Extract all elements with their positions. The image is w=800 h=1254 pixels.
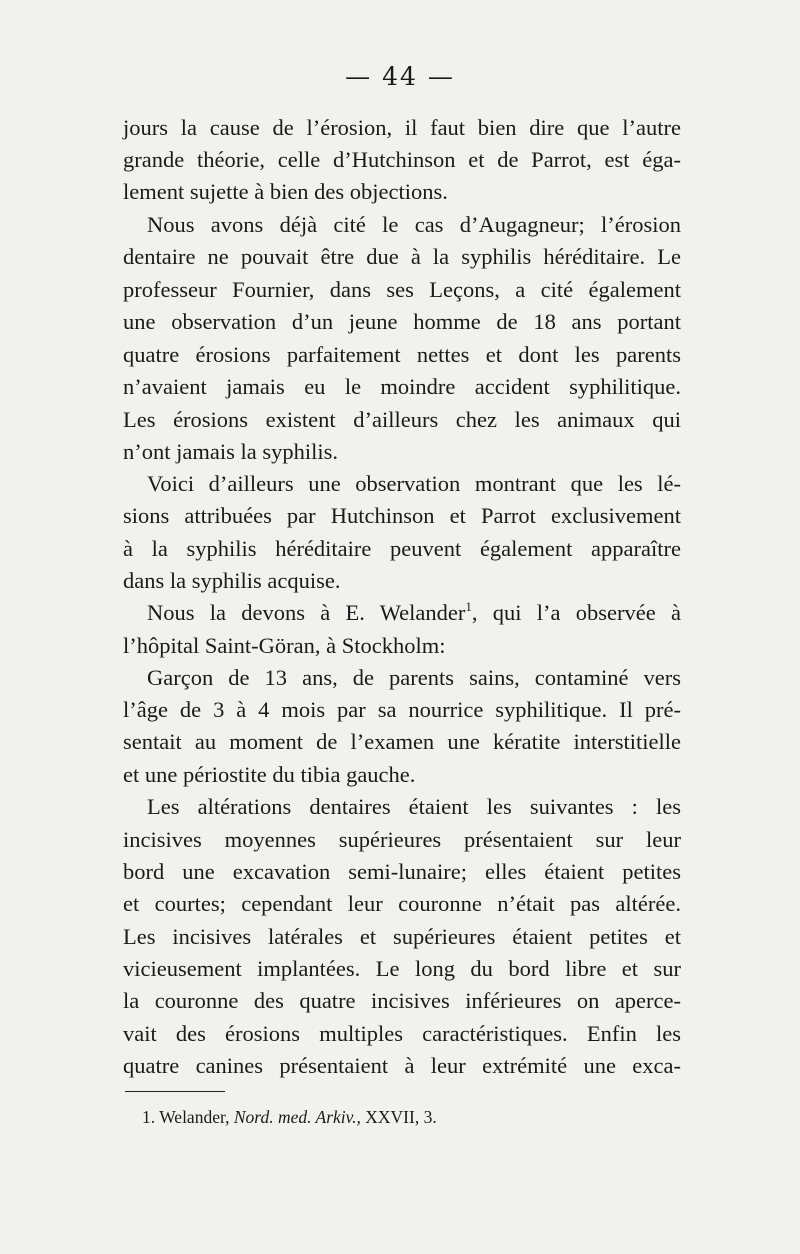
line-text: Nous avons déjà cité le cas d’Augagneur; l’érosion: [147, 212, 681, 237]
text-line: [123, 499, 681, 532]
line-text: professeur Fournier, dans ses Leçons, a cité également: [123, 277, 681, 302]
line-text: n’avaient jamais eu le moindre accident syphilitique.: [123, 374, 681, 399]
line-text: et courtes; cependant leur couronne n’était pas altérée.: [123, 891, 681, 916]
line-text: quatre canines présentaient à leur extrémité une exca-: [123, 1053, 681, 1078]
line-text: Les érosions existent d’ailleurs chez les animaux qui: [123, 407, 681, 432]
text-line: [123, 823, 681, 856]
line-text: une observation d’un jeune homme de 18 ans portant: [123, 309, 681, 334]
line-text-continued: , qui l’a observée à: [471, 600, 681, 625]
line-text: Voici d’ailleurs une observation montrant que les lé-: [147, 471, 681, 496]
line-text: l’âge de 3 à 4 mois par sa nourrice syphilitique. Il pré-: [123, 697, 681, 722]
text-line: [123, 887, 681, 920]
line-text: quatre érosions parfaitement nettes et dont les parents: [123, 342, 681, 367]
text-line: [123, 790, 681, 823]
line-text: vait des érosions multiples caractéristiques. Enfin les: [123, 1021, 681, 1046]
text-line: [123, 403, 681, 436]
page-number: — 44 —: [345, 62, 455, 91]
text-line: [123, 338, 681, 371]
line-text: grande théorie, celle d’Hutchinson et de Parrot, est éga-: [123, 147, 681, 172]
text-line: [123, 984, 681, 1017]
text-line: [123, 143, 681, 176]
text-line: [123, 111, 681, 144]
text-line: [123, 467, 681, 500]
line-text: à la syphilis héréditaire peuvent également apparaître: [123, 536, 681, 561]
text-line: [123, 208, 681, 241]
footnote-author: Welander,: [159, 1107, 230, 1127]
text-line: [123, 435, 681, 468]
footnote-separator: [125, 1091, 225, 1092]
line-text: Nous la devons à E. Welander: [147, 600, 466, 625]
line-text: n’ont jamais la syphilis.: [123, 439, 338, 464]
line-text: incisives moyennes supérieures présentaient sur leur: [123, 827, 681, 852]
text-line: [123, 920, 681, 953]
text-line: [123, 273, 681, 306]
line-text: dentaire ne pouvait être due à la syphilis héréditaire. Le: [123, 244, 681, 269]
text-line: [123, 240, 681, 273]
text-line: [123, 370, 681, 403]
footnote-marker: 1.: [142, 1107, 156, 1127]
text-line: [123, 1049, 681, 1082]
text-line: [123, 596, 681, 629]
text-line: [123, 758, 681, 791]
line-text: jours la cause de l’érosion, il faut bien dire que l’autre: [123, 115, 681, 140]
text-line: [123, 175, 681, 208]
text-line: [123, 564, 681, 597]
line-text: l’hôpital Saint-Göran, à Stockholm:: [123, 633, 446, 658]
text-line: [123, 532, 681, 565]
text-line: [123, 305, 681, 338]
text-line: [123, 855, 681, 888]
footnote: [142, 1107, 437, 1128]
line-text: lement sujette à bien des objections.: [123, 179, 448, 204]
line-text: Les altérations dentaires étaient les suivantes : les: [147, 794, 681, 819]
line-text: bord une excavation semi-lunaire; elles étaient petites: [123, 859, 681, 884]
line-text: dans la syphilis acquise.: [123, 568, 341, 593]
line-text: vicieusement implantées. Le long du bord libre et sur: [123, 956, 681, 981]
text-line: [123, 693, 681, 726]
footnote-journal: Nord. med. Arkiv.,: [233, 1107, 361, 1127]
text-line: [123, 629, 681, 662]
line-text: la couronne des quatre incisives inférieures on aperce-: [123, 988, 681, 1013]
line-text: et une périostite du tibia gauche.: [123, 762, 416, 787]
text-line: [123, 1017, 681, 1050]
line-text: sentait au moment de l’examen une kératite interstitielle: [123, 729, 681, 754]
line-text: Garçon de 13 ans, de parents sains, contaminé vers: [147, 665, 681, 690]
line-text: Les incisives latérales et supérieures étaient petites et: [123, 924, 681, 949]
footnote-ref: XXVII, 3.: [365, 1107, 437, 1127]
text-line: [123, 725, 681, 758]
line-text: sions attribuées par Hutchinson et Parrot exclusivement: [123, 503, 681, 528]
footnote-reference: 1: [465, 599, 472, 614]
text-line: [123, 661, 681, 694]
text-line: [123, 952, 681, 985]
